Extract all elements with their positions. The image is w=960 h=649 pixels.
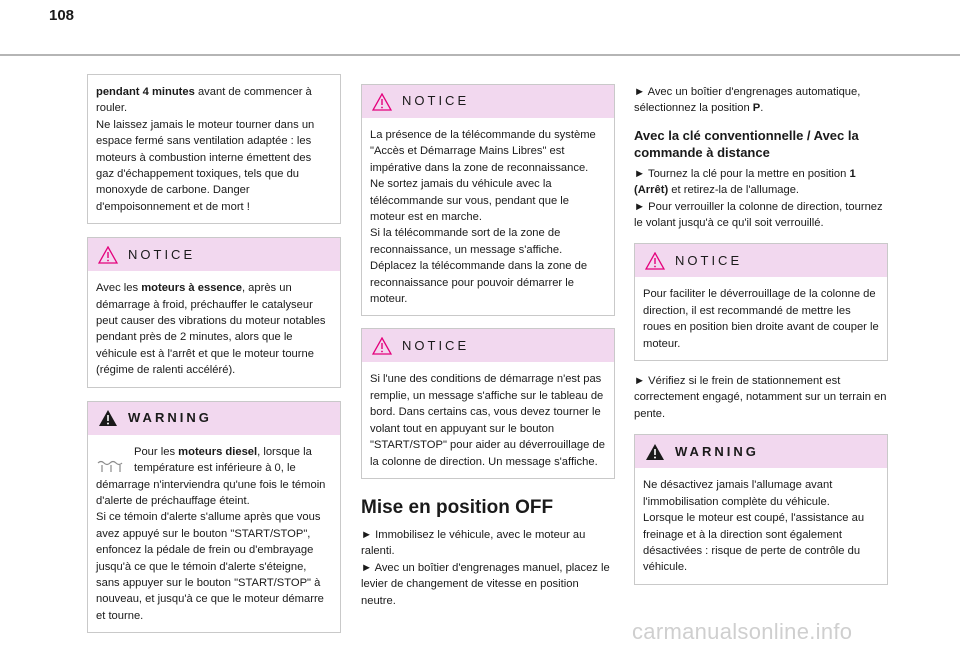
column-1 [87,74,341,633]
warning-triangle-icon [645,443,665,461]
warning-text-bold: moteurs diesel [178,445,258,458]
notice-title: NOTICE [402,337,470,353]
notice-triangle-icon [98,246,118,264]
step1-bold: 1 (Arrêt) [634,167,856,197]
notice-text-bold: moteurs à essence [141,282,242,295]
section-off [361,497,615,609]
warning-box-diesel [87,401,341,633]
step-lock-column: ► Pour verrouiller la colonne de direction, tournez le volant jusqu'à ce qu'il soit verrouillé. [634,200,883,230]
auto-step-bold: P [752,102,761,115]
auto-gearbox-step [634,84,888,117]
subsection-heading: Avec la clé conventionnelle / Avec la commande à distance [634,127,859,160]
warning-header [88,402,340,435]
notice-text-post: , après un démarrage à froid, préchauffer le catalyseur peut causer des vibrations du moteur notables pendant près de 2 minutes, alors que le véhicule est à l'arrêt et que le moteur tourne (régime de ralenti accéléré). [96,282,326,377]
notice-box-petrol [87,237,341,387]
step1-pre: ► Tournez la clé pour la mettre en position [634,167,850,180]
section-heading: Mise en position OFF [361,496,554,518]
step-parking-brake: ► Vérifiez si le frein de stationnement est correctement engagé, notamment sur un terrain en pente. [634,375,887,420]
notice-title: NOTICE [675,252,743,268]
notice-header [362,329,614,362]
warning-text-pre: Pour les [134,445,179,458]
step1-post: et retirez-la de l'allumage. [668,184,800,197]
section-body: ► Immobilisez le véhicule, avec le moteur au ralenti. ► Avec un boîtier d'engrenages manuel, placez le levier de changement de vitesse en position neutre. [361,528,610,607]
notice-header [635,244,887,277]
warning-intro-text [134,444,332,477]
warning-box-ignition [634,434,888,584]
notice-title: NOTICE [128,246,196,262]
column-3 [634,84,888,585]
notice-text: Si l'une des conditions de démarrage n'est pas remplie, un message s'affiche sur le tableau de bord. Dans certains cas, vous devez tourner le volant tout en appuyant sur le bouton "START/STOP" pour aider au déverrouillage de la colonne de direction. Un message s'affiche. [370,373,605,468]
intro-text [96,84,332,215]
warning-triangle-icon [98,409,118,427]
notice-triangle-icon [372,337,392,355]
notice-header [88,238,340,271]
header-divider [0,54,960,56]
notice-text-pre: Avec les [96,282,142,295]
warning-text-mid: , lorsque la température est inférieure à 0, le [134,445,312,475]
step-key-off [634,166,888,199]
notice-box-conditions [361,328,615,478]
warning-text: Ne désactivez jamais l'allumage avant l'immobilisation complète du véhicule. Lorsque le moteur est coupé, l'assistance au freinage et à la direction sont également désactivées : risque de perte de contrôle du véhicule. [643,479,865,574]
notice-title: NOTICE [402,93,470,109]
warning-title: WARNING [675,443,759,459]
notice-text: La présence de la télécommande du système "Accès et Démarrage Mains Libres" est impérative dans la zone de reconnaissance. Ne sortez jamais du véhicule avec la télécommande sur vous, pendant que le moteur est en marche. Si la télécommande sort de la zone de reconnaissance, un message s'affiche. Déplacez la télécommande dans la zone de reconnaissance pour pouvoir démarrer le moteur. [370,129,596,306]
auto-step-text: ► Avec un boîtier d'engrenages automatique, sélectionnez la position [634,86,861,115]
notice-header [362,85,614,118]
intro-rest: avant de commencer à rouler. Ne laissez jamais le moteur tourner dans un espace fermé sans ventilation adaptée : les moteurs à combustion interne émettent des gaz d'échappement toxiques, tels que du monoxyde de carbone. Danger d'empoisonnement et de mort ! [96,86,315,213]
notice-text: Pour faciliter le déverrouillage de la colonne de direction, il est recommandé de mettre les roues en position bien droite avant de couper le moteur. [643,288,879,350]
warning-body-text: démarrage n'interviendra qu'une fois le témoin d'alerte de préchauffage éteint. Si ce témoin d'alerte s'allume après que vous avez appuyé sur le bouton "START/STOP", enfoncez la pédale de frein ou d'embrayage jusqu'à ce que le témoin d'alerte s'éteigne, sans appuyer sur le bouton "START/STOP" à nouveau, et jusqu'à ce que le moteur démarre et tourne. [96,478,326,622]
glow-plug-icon [96,458,126,474]
auto-step-end: . [760,102,764,115]
watermark: carmanualsonline.info [632,619,853,644]
page-number: 108 [49,7,75,24]
warning-intro-row [96,444,332,477]
notice-triangle-icon [372,93,392,111]
column-2 [361,84,615,609]
intro-bold: pendant 4 minutes [96,86,195,98]
notice-box-steering [634,243,888,361]
intro-box [87,74,341,224]
notice-triangle-icon [645,252,665,270]
notice-text [96,280,332,378]
warning-title: WARNING [128,409,212,425]
warning-header [635,435,887,468]
notice-box-remote [361,84,615,316]
